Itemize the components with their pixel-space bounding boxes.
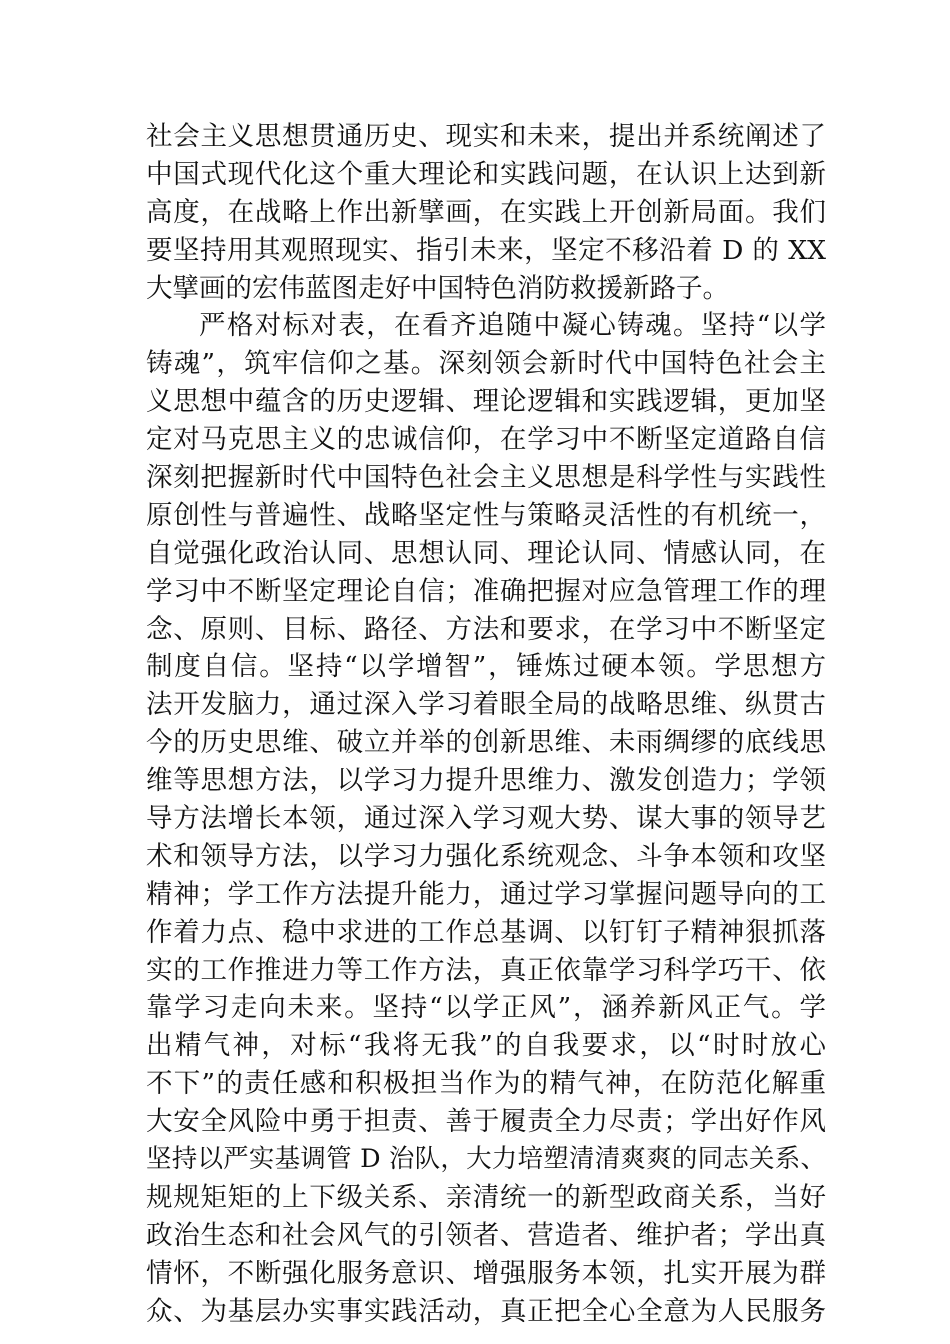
text-line: 导方法增长本领，通过深入学习观大势、谋大事的领导艺 [146,803,826,835]
text-line: 情怀，不断强化服务意识、增强服务本领，扎实开展为群 [146,1257,826,1289]
text-line: 学习中不断坚定理论自信；准确把握对应急管理工作的理 [146,575,826,607]
text-line: 铸魂”，筑牢信仰之基。深刻领会新时代中国特色社会主 [146,348,826,380]
text-line: 大擘画的宏伟蓝图走好中国特色消防救援新路子。 [146,272,729,304]
text-line: 念、原则、目标、路径、方法和要求，在学习中不断坚定 [146,613,826,645]
text-line: 义思想中蕴含的历史逻辑、理论逻辑和实践逻辑，更加坚 [146,386,826,418]
text-line: 要坚持用其观照现实、指引未来，坚定不移沿着 D 的 XX [146,234,826,266]
text-line: 深刻把握新时代中国特色社会主义思想是科学性与实践性 [146,462,826,494]
text-line: 实的工作推进力等工作方法，真正依靠学习科学巧干、依 [146,954,826,986]
text-line: 维等思想方法，以学习力提升思维力、激发创造力；学领 [146,765,826,797]
text-line: 今的历史思维、破立并举的创新思维、未雨绸缪的底线思 [146,727,826,759]
text-line: 众、为基层办实事实践活动，真正把全心全意为人民服务 [146,1295,826,1327]
text-line: 社会主义思想贯通历史、现实和未来，提出并系统阐述了 [146,121,826,152]
text-line: 出精气神，对标“我将无我”的自我要求，以“时时放心 [146,1030,826,1062]
text-line: 术和领导方法，以学习力强化系统观念、斗争本领和攻坚 [146,840,826,872]
text-line: 规规矩矩的上下级关系、亲清统一的新型政商关系，当好 [146,1181,826,1213]
text-line: 高度，在战略上作出新擘画，在实践上开创新局面。我们 [146,196,826,228]
text-line: 不下”的责任感和积极担当作为的精气神，在防范化解重 [146,1068,826,1100]
text-line: 制度自信。坚持“以学增智”，锤炼过硬本领。学思想方 [146,651,826,683]
text-line: 自觉强化政治认同、思想认同、理论认同、情感认同，在 [146,537,826,569]
text-line: 中国式现代化这个重大理论和实践问题，在认识上达到新 [146,158,826,190]
text-line: 靠学习走向未来。坚持“以学正风”，涵养新风正气。学 [146,992,826,1024]
paragraph-start-line: 严格对标对表，在看齐追随中凝心铸魂。坚持“以学 [199,310,826,342]
text-line: 大安全风险中勇于担责、善于履责全力尽责；学出好作风 [146,1106,826,1138]
text-line: 坚持以严实基调管 D 治队，大力培塑清清爽爽的同志关系、 [146,1144,826,1175]
text-line: 精神；学工作方法提升能力，通过学习掌握问题导向的工 [146,878,826,910]
text-line: 作着力点、稳中求进的工作总基调、以钉钉子精神狠抓落 [146,916,826,948]
text-line: 法开发脑力，通过深入学习着眼全局的战略思维、纵贯古 [146,689,826,721]
text-line: 政治生态和社会风气的引领者、营造者、维护者；学出真 [146,1219,826,1251]
body-text [146,118,826,1331]
text-line: 定对马克思主义的忠诚信仰，在学习中不断坚定道路自信 [146,424,826,456]
text-line: 原创性与普遍性、战略坚定性与策略灵活性的有机统一， [146,499,826,531]
